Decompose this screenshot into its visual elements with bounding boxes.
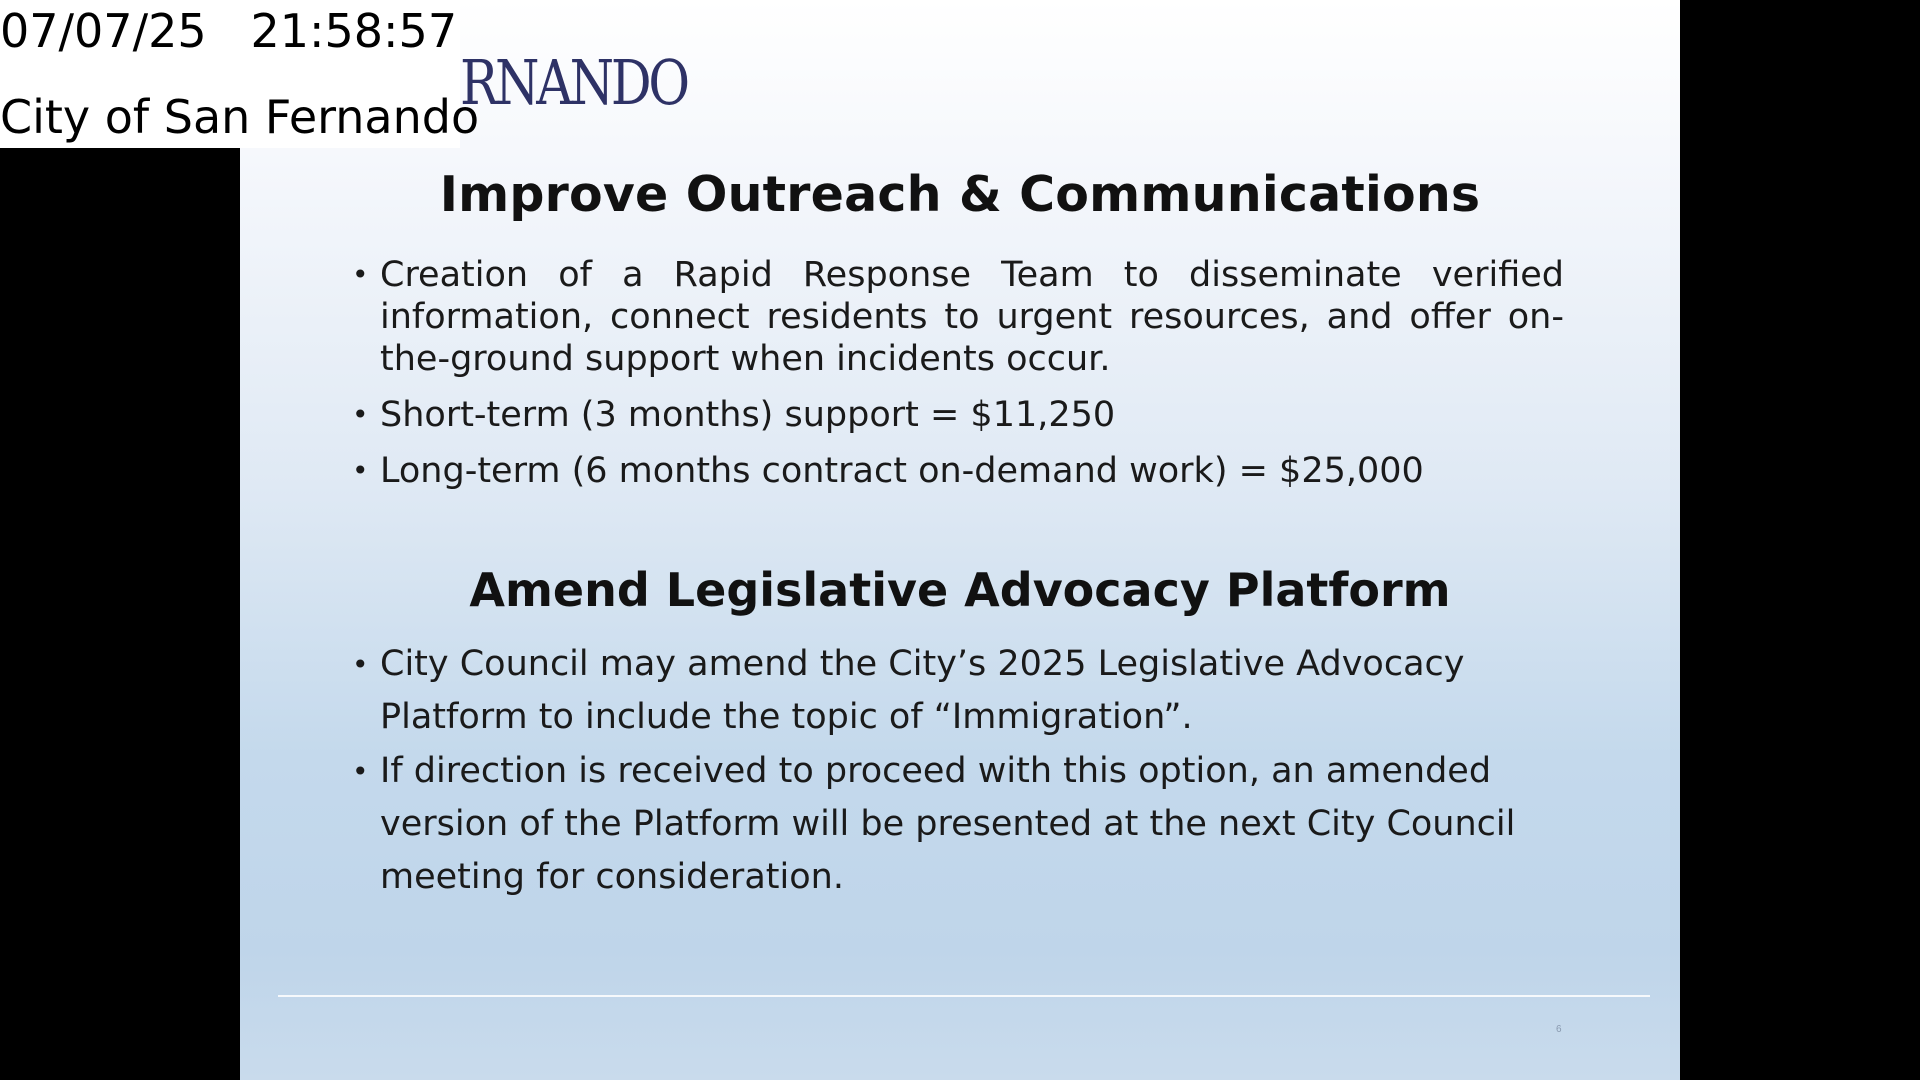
slide-number: 6 xyxy=(1556,1024,1562,1035)
date-text: 07/07/25 xyxy=(0,4,207,58)
advocacy-bullet-list xyxy=(352,638,1572,905)
list-item xyxy=(352,394,1564,436)
bullet-icon: • xyxy=(352,755,369,788)
bullet-text: Short-term (3 months) support = $11,250 xyxy=(380,395,1116,435)
bullet-text: Long-term (6 months contract on-demand work) = $25,000 xyxy=(380,451,1424,491)
bullet-icon: • xyxy=(352,454,369,487)
time-text: 21:58:57 xyxy=(250,4,458,58)
outreach-bullet-list xyxy=(352,254,1564,506)
bullet-text: Creation of a Rapid Response Team to disseminate verified information, connect residents to urgent resources, and offer on-the-ground support when incidents occur. xyxy=(380,255,1564,379)
bullet-icon: • xyxy=(352,648,369,681)
bullet-icon: • xyxy=(352,258,369,291)
broadcast-overlay xyxy=(0,0,480,148)
footer-divider xyxy=(278,995,1650,997)
list-item xyxy=(352,638,1572,744)
presentation-slide xyxy=(240,0,1680,1080)
list-item xyxy=(352,450,1564,492)
city-logo: RNANDO xyxy=(460,46,687,119)
section-title-outreach: Improve Outreach & Communications xyxy=(439,166,1481,223)
list-item xyxy=(352,745,1572,904)
bullet-icon: • xyxy=(352,398,369,431)
bullet-text: City Council may amend the City’s 2025 Legislative Advocacy Platform to include the topic of “Immigration”. xyxy=(380,644,1465,737)
section-title-advocacy: Amend Legislative Advocacy Platform xyxy=(469,563,1451,617)
bullet-text: If direction is received to proceed with this option, an amended version of the Platform will be presented at the next City Council meeting for consideration. xyxy=(380,751,1516,897)
organization-name: City of San Fernando xyxy=(0,90,480,144)
timestamp xyxy=(0,4,457,58)
list-item xyxy=(352,254,1564,380)
